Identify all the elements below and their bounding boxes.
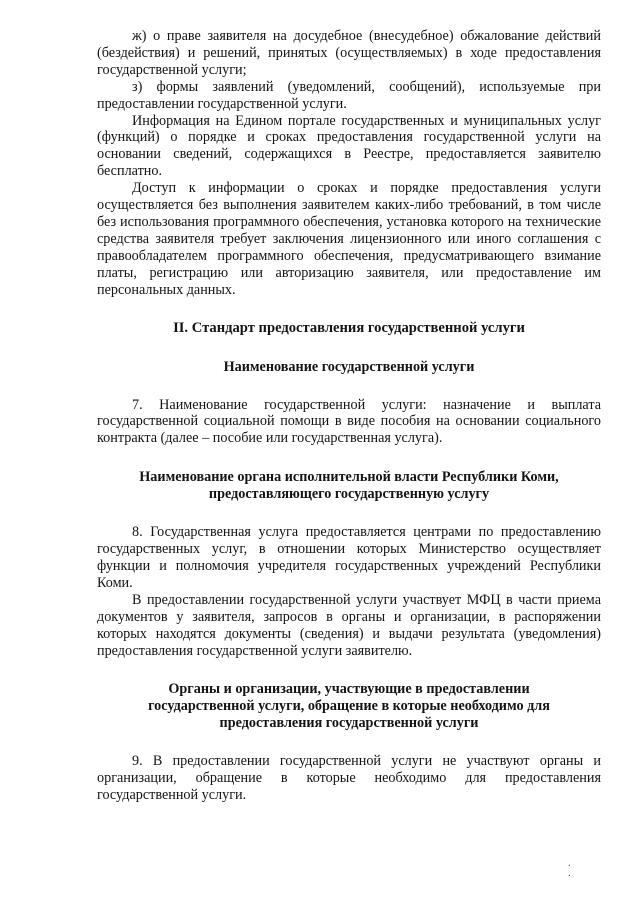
heading-participating-bodies-line2: государственной услуги, обращение в которые необходимо для — [148, 698, 550, 715]
paragraph-portal-info: Информация на Едином портале государственных и муниципальных услуг (функций) о порядке и сроках предоставления государственной услуги на основании сведений, содержащихся в Реестре, предоставляется заявителю бесплатно. — [97, 112, 601, 180]
heading-executive-body-line2: предоставляющего государственную услугу — [208, 486, 490, 503]
heading-participating-bodies-line1: Органы и организации, участвующие в предоставлении — [168, 681, 530, 698]
document-body — [97, 28, 601, 804]
section-title: II. Стандарт предоставления государственной услуги — [173, 319, 525, 336]
paragraph-7: 7. Наименование государственной услуги: назначение и выплата государственной социальной помощи в виде пособия на основании социального контракта (далее – пособие или государственная услуга). — [97, 396, 601, 447]
paragraph-zh: ж) о праве заявителя на досудебное (внесудебное) обжалование действий (бездействия) и решений, принятых (осуществляемых) в ходе предоставления государственной услуги; — [97, 28, 601, 78]
paragraph-access-info: Доступ к информации о сроках и порядке предоставления услуги осуществляется без выполнения заявителем каких-либо требований, в том числе без использования программного обеспечения, установка которого на технические средства заявителя требует заключения лицензионного или иного соглашения с правообладателем программного обеспечения, предусматривающего взимание платы, регистрацию или авторизацию заявителя, или предоставление им персональных данных. — [97, 180, 601, 298]
heading-executive-body — [97, 469, 601, 503]
paragraph-8b: В предоставлении государственной услуги участвует МФЦ в части приема документов у заявителя, запросов в органы и организации, в распоряжении которых находятся документы (сведения) и выдачи результата (уведомления) предоставления государственной услуги заявителю. — [97, 591, 601, 659]
heading-participating-bodies — [97, 681, 601, 732]
heading-executive-body-line1: Наименование органа исполнительной власти Республики Коми, — [139, 469, 559, 486]
heading-participating-bodies-line3: предоставления государственной услуги — [219, 715, 479, 732]
paragraph-9: 9. В предоставлении государственной услуги не участвуют органы и организации, обращение в которые необходимо для предоставления государственной услуги. — [97, 753, 601, 804]
scan-mark: . . — [568, 857, 571, 879]
paragraph-z: з) формы заявлений (уведомлений, сообщений), используемые при предоставлении государственной услуги. — [97, 78, 601, 112]
heading-service-name: Наименование государственной услуги — [223, 358, 475, 375]
paragraph-8: 8. Государственная услуга предоставляется центрами по предоставлению государственных услуг, в отношении которых Министерство осуществляет функции и полномочия учредителя государственных учреждений Республики Коми. — [97, 524, 601, 591]
